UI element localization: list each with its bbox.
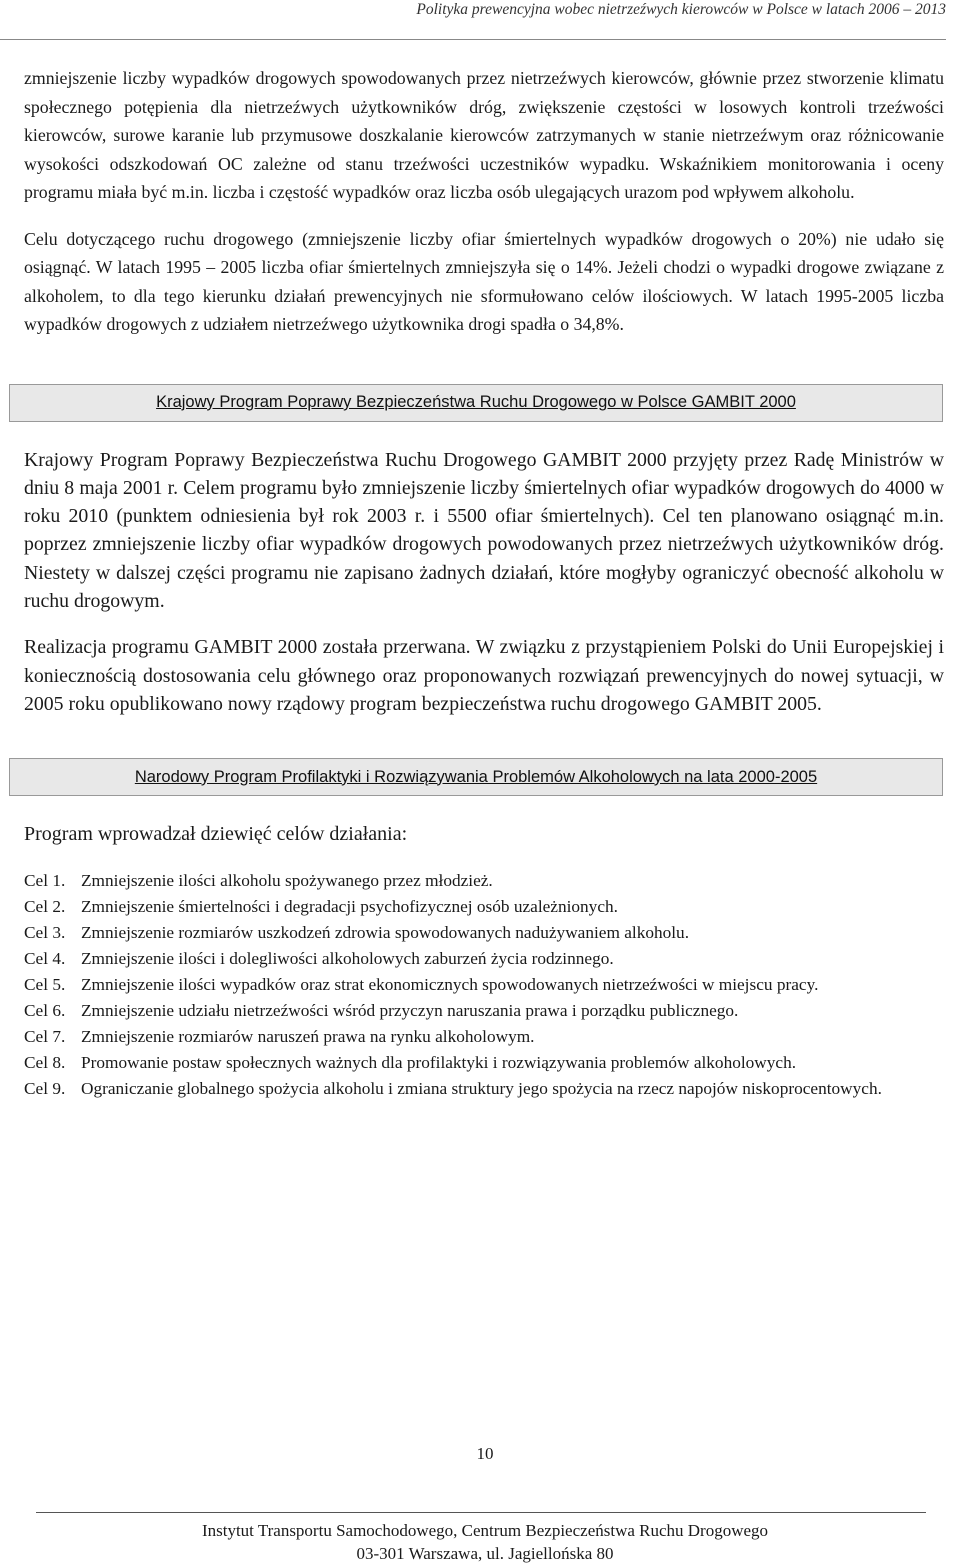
page-number: 10 — [476, 1444, 494, 1463]
list-item — [24, 920, 944, 946]
goal-text: Zmniejszenie ilości i dolegliwości alkoholowych zaburzeń życia rodzinnego. — [81, 949, 614, 969]
header-divider — [0, 39, 946, 40]
intro-paragraph-2: Celu dotyczącego ruchu drogowego (zmniejszenie liczby ofiar śmiertelnych wypadków drogowych o 20%) nie udało się osiągnąć. W latach 1995 – 2005 liczba ofiar śmiertelnych zmniejszyła się o 14%. Jeżeli chodzi o wypadki drogowe związane z alkoholem, to dla tego kierunku działań prewencyjnych nie sformułowano celów ilościowych. W latach 1995-2005 liczba wypadków drogowych z udziałem nietrzeźwego użytkownika drogi spadła o 34,8%. — [24, 228, 944, 334]
footer-institution: Instytut Transportu Samochodowego, Centrum Bezpieczeństwa Ruchu Drogowego — [201, 1521, 769, 1540]
intro-paragraph-1: zmniejszenie liczby wypadków drogowych spowodowanych przez nietrzeźwych kierowców, głównie przez stworzenie klimatu społecznego potępienia dla nietrzeźwych użytkowników dróg, zwiększenie częstości w losowych kontroli trzeźwości kierowców, surowe karanie lub przymusowe doszkalanie kierowców zatrzymanych w stanie nietrzeźwym oraz różnicowanie wysokości odszkodowań OC zależne od stanu trzeźwości uczestników wypadku. Wskaźnikiem monitorowania i oceny programu miała być m.in. liczba i częstość wypadków oraz liczba osób ulegających urazom pod wpływem alkoholu. — [24, 68, 944, 202]
goal-text: Zmniejszenie rozmiarów uszkodzeń zdrowia spowodowanych nadużywaniem alkoholu. — [81, 923, 690, 943]
goal-number: Cel 1. — [24, 871, 66, 891]
goal-text: Zmniejszenie ilości wypadków oraz strat ekonomicznych spowodowanych nietrzeźwości w miejscu pracy. — [81, 975, 819, 995]
list-item — [24, 972, 944, 998]
goal-number: Cel 7. — [24, 1027, 66, 1047]
section-heading-npprpa: Narodowy Program Profilaktyki i Rozwiązywania Problemów Alkoholowych na lata 2000-2005 — [9, 758, 943, 796]
goal-number: Cel 5. — [24, 975, 66, 995]
running-header: Polityka prewencyjna wobec nietrzeźwych kierowców w Polsce w latach 2006 – 2013 — [416, 1, 946, 18]
gambit-paragraph-2: Realizacja programu GAMBIT 2000 została przerwana. W związku z przystąpieniem Polski do Unii Europejskiej i koniecznością dostosowania celu głównego oraz proponowanych rozwiązań prewencyjnych do nowej sytuacji, w 2005 roku opublikowano nowy rządowy program bezpieczeństwa ruchu drogowego GAMBIT 2005. — [24, 636, 944, 715]
list-item — [24, 894, 944, 920]
goal-number: Cel 2. — [24, 897, 66, 917]
list-item — [24, 946, 944, 972]
goal-text: Zmniejszenie udziału nietrzeźwości wśród przyczyn naruszania prawa i porządku publicznego. — [81, 1001, 739, 1021]
goal-text: Zmniejszenie ilości alkoholu spożywanego przez młodzież. — [81, 871, 493, 891]
footer-divider — [36, 1512, 926, 1513]
goals-list — [24, 868, 944, 1102]
gambit-paragraph-1: Krajowy Program Poprawy Bezpieczeństwa Ruchu Drogowego GAMBIT 2000 przyjęty przez Radę Ministrów w dniu 8 maja 2001 r. Celem programu było zmniejszenie liczby śmiertelnych ofiar wypadków drogowych do 4000 w roku 2010 (punktem odniesienia był rok 2003 r. i 5500 ofiar śmiertelnych). Cel ten planowano osiągnąć m.in. poprzez zmniejszenie liczby ofiar wypadków drogowych powodowanych przez nietrzeźwych użytkowników dróg. Niestety w dalszej części programu nie zapisano żadnych działań, które mogłyby ograniczyć obecność alkoholu w ruchu drogowym. — [24, 448, 944, 612]
list-item — [24, 998, 944, 1024]
list-item — [24, 1076, 944, 1102]
goal-number: Cel 3. — [24, 923, 66, 943]
section-heading-gambit: Krajowy Program Poprawy Bezpieczeństwa Ruchu Drogowego w Polsce GAMBIT 2000 — [9, 384, 943, 422]
document-body — [24, 64, 944, 1102]
list-item — [24, 1024, 944, 1050]
list-item — [24, 868, 944, 894]
goal-number: Cel 9. — [24, 1079, 66, 1099]
goal-text: Zmniejszenie śmiertelności i degradacji psychofizycznej osób uzależnionych. — [81, 897, 618, 917]
goal-text: Promowanie postaw społecznych ważnych dla profilaktyki i rozwiązywania problemów alkoholowych. — [81, 1053, 797, 1073]
goal-text: Zmniejszenie rozmiarów naruszeń prawa na rynku alkoholowym. — [81, 1027, 535, 1047]
goal-number: Cel 8. — [24, 1053, 66, 1073]
goal-number: Cel 4. — [24, 949, 66, 969]
goals-intro: Program wprowadzał dziewięć celów działania: — [24, 823, 408, 846]
list-item — [24, 1050, 944, 1076]
page-footer — [0, 1519, 960, 1565]
goal-number: Cel 6. — [24, 1001, 66, 1021]
footer-address: 03-301 Warszawa, ul. Jagiellońska 80 — [356, 1544, 614, 1563]
goal-text: Ograniczanie globalnego spożycia alkoholu i zmiana struktury jego spożycia na rzecz napojów niskoprocentowych. — [81, 1079, 882, 1099]
